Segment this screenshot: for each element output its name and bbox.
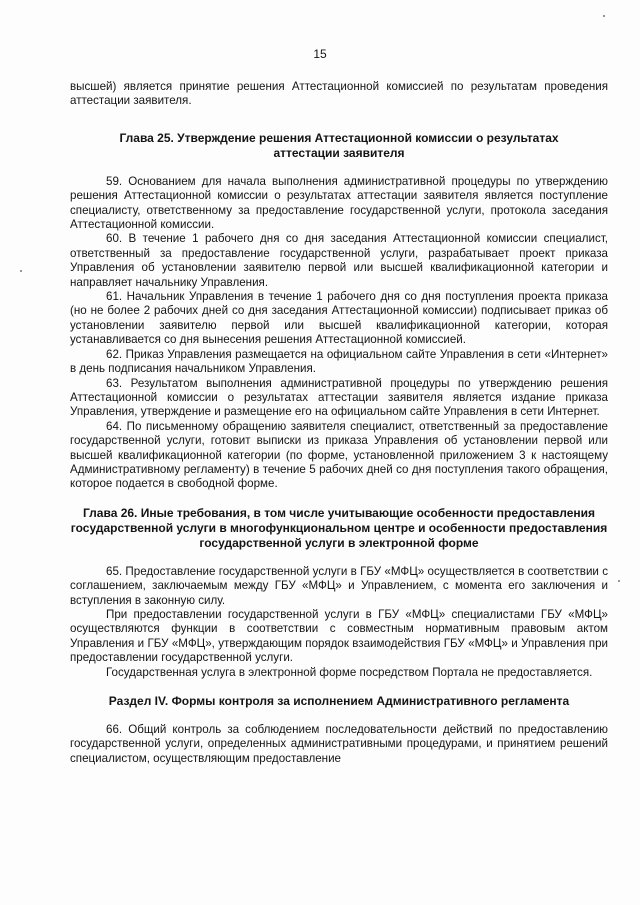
paragraph-62: 62. Приказ Управления размещается на официальном сайте Управления в сети «Интернет» в день подписания начальником Управления.: [70, 347, 608, 376]
document-body: [70, 80, 608, 766]
intro-paragraph: высшей) является принятие решения Аттестационной комиссией по результатам проведения аттестации заявителя.: [70, 80, 608, 108]
scan-speck: [618, 580, 620, 582]
paragraph-65: 65. Предоставление государственной услуги в ГБУ «МФЦ» осуществляется в соответствии с соглашением, заключаемым между ГБУ «МФЦ» и Управлением, с момента его заключения и вступления в законную силу.: [70, 564, 608, 607]
paragraph-61: 61. Начальник Управления в течение 1 рабочего дня со дня поступления проекта приказа (но не более 2 рабочих дней со дня заседания Аттестационной комиссии) подписывает приказ об установлении заявителю первой или высшей квалификационной категории, которая устанавливается со дня вынесения решения Аттестационной комиссией.: [70, 290, 608, 347]
page-number: 15: [313, 47, 327, 61]
paragraph-mfc-functions: При предоставлении государственной услуги в ГБУ «МФЦ» специалистами ГБУ «МФЦ» осуществляются функции в соответствии с совместным нормативным правовым актом Управления и ГБУ «МФЦ», утверждающим порядок взаимодействия ГБУ «МФЦ» и Управления при предоставлении государственной услуги.: [70, 607, 608, 665]
paragraph-electronic-form: Государственная услуга в электронной форме посредством Портала не предоставляется.: [106, 665, 593, 679]
chapter-26-heading: Глава 26. Иные требования, в том числе учитывающие особенности предоставления государственной услуги в многофункциональном центре и особенности предоставления государственной услуги в электронной форме: [70, 505, 608, 550]
paragraph-60: 60. В течение 1 рабочего дня со дня заседания Аттестационной комиссии специалист, ответственный за предоставление государственной услуги, разрабатывает проект приказа Управления об установлении заявителю первой или высшей квалификационной категории и направляет начальнику Управления.: [70, 232, 608, 289]
section-4-heading: Раздел IV. Формы контроля за исполнением Административного регламента: [108, 694, 570, 708]
scan-speck: [20, 270, 22, 272]
paragraph-64: 64. По письменному обращению заявителя специалист, ответственный за предоставление государственной услуги, готовит выписки из приказа Управления об установлении первой или высшей квалификационной категории (по форме, установленной приложением 3 к настоящему Административному регламенту) в течение 5 рабочих дней со дня поступления такого обращения, которое подается в свободной форме.: [70, 419, 608, 491]
paragraph-63: 63. Результатом выполнения административной процедуры по утверждению решения Аттестационной комиссии о результатах аттестации заявителя является издание приказа Управления, утверждение и размещение его на официальном сайте Управления в сети Интернет.: [70, 376, 608, 419]
paragraph-66: 66. Общий контроль за соблюдением последовательности действий по предоставлению государственной услуги, определенных административными процедурами, и принятием решений специалистом, осуществляющим предоставление: [70, 723, 608, 765]
chapter-25-heading: Глава 25. Утверждение решения Аттестационной комиссии о результатах аттестации заявителя: [119, 130, 559, 160]
scan-speck: [603, 15, 605, 17]
paragraph-59: 59. Основанием для начала выполнения административной процедуры по утверждению решения Аттестационной комиссии о результатах аттестации заявителя является поступление специалисту, ответственному за предоставление государственной услуги, протокола заседания Аттестационной комиссии.: [70, 174, 608, 232]
